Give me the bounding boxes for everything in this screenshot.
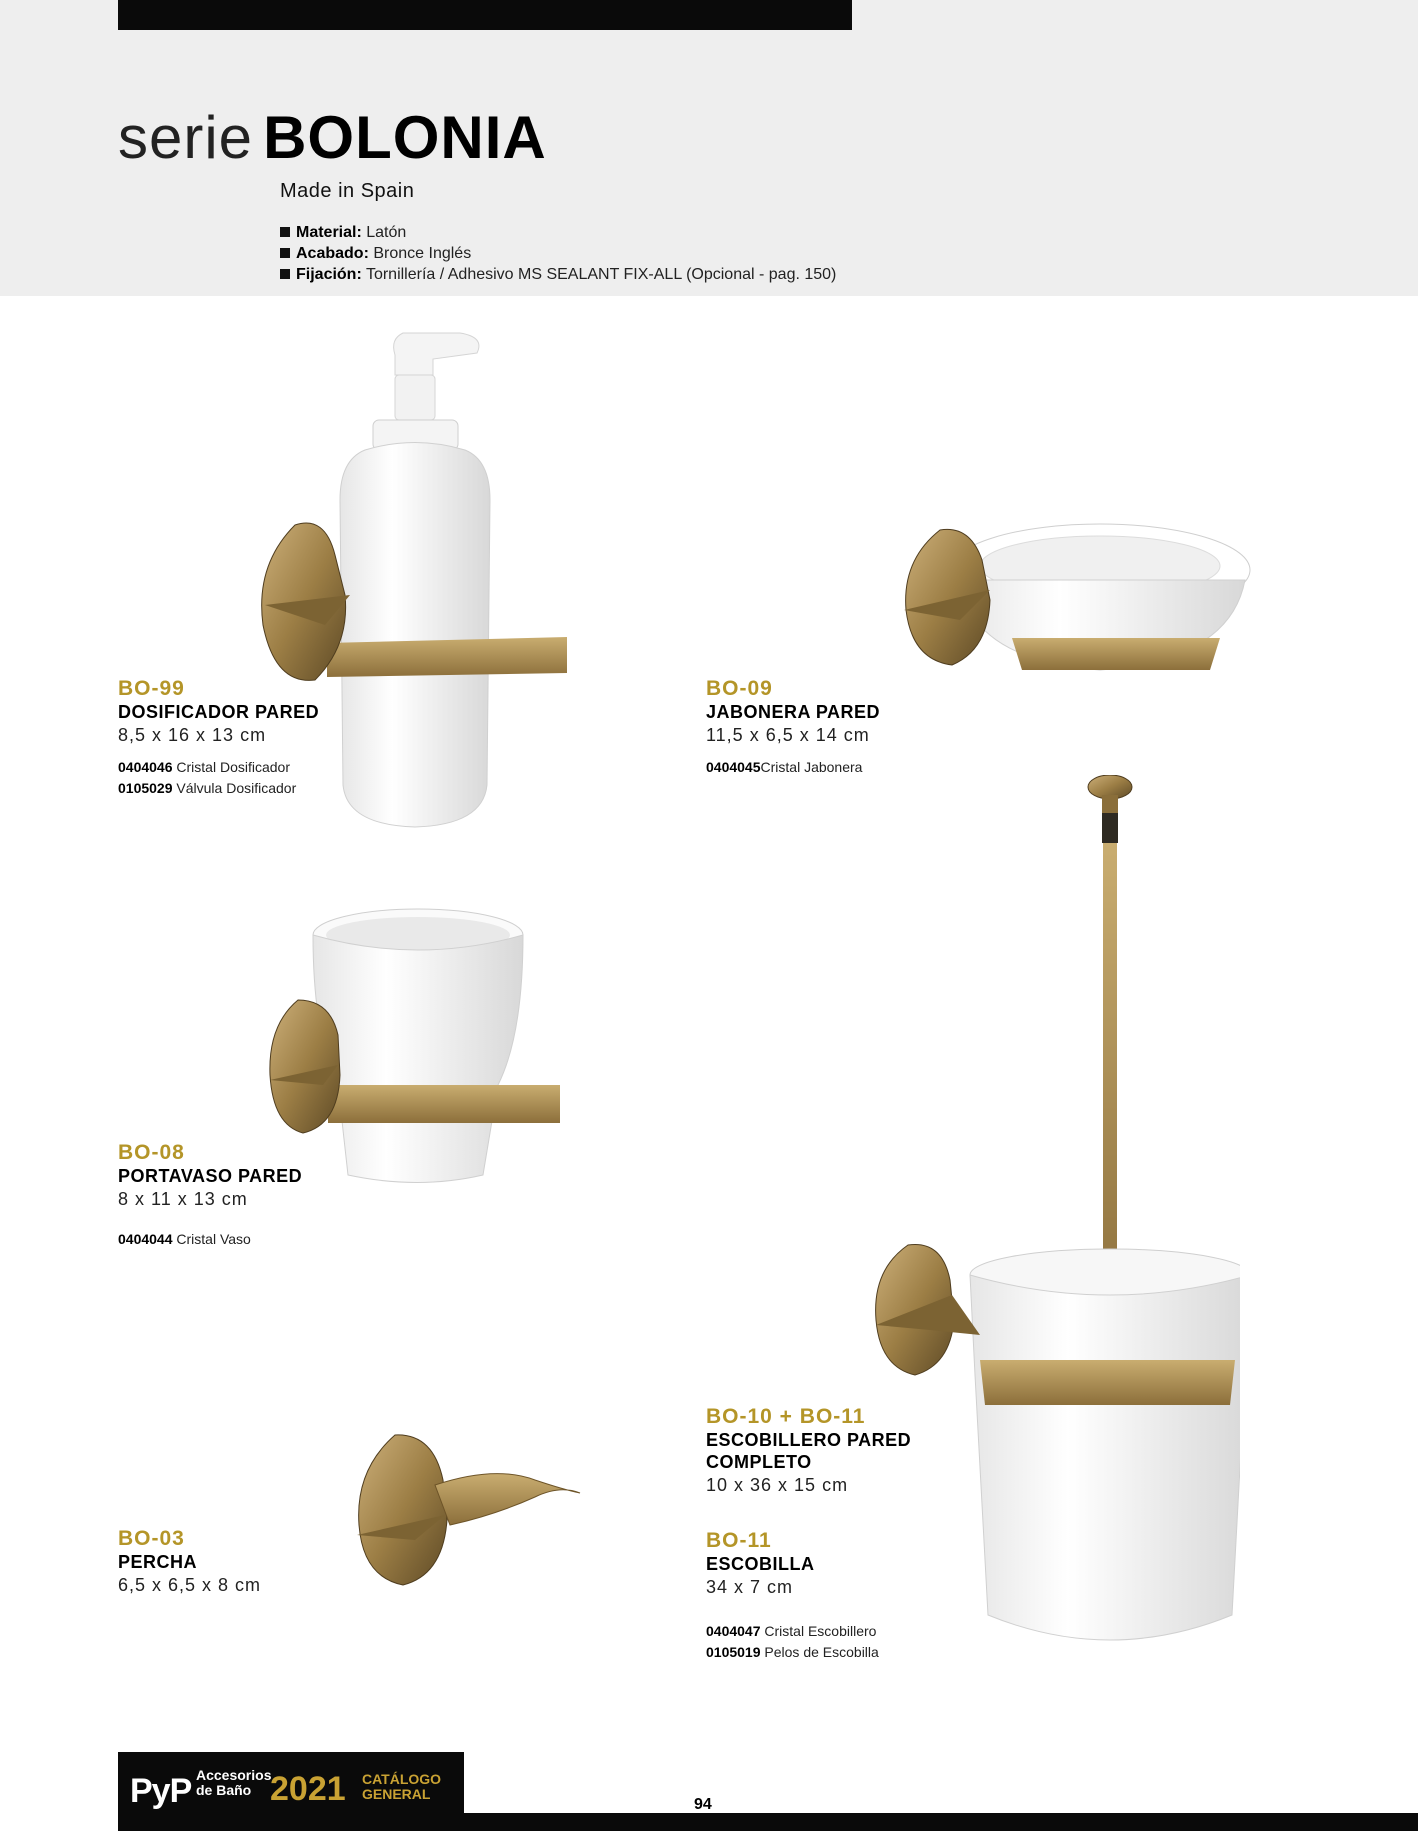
page-number: 94 [694,1796,712,1813]
spare-parts [706,1621,879,1663]
spare-part: 0404045Cristal Jabonera [706,759,863,775]
serie-word: serie [118,104,254,171]
page-title [118,104,547,171]
product-dims: 11,5 x 6,5 x 14 cm [706,725,870,745]
product-bo99 [118,677,319,799]
spec-fixing: Fijación: Tornillería / Adhesivo MS SEALANT FIX-ALL (Opcional - pag. 150) [280,264,836,285]
product-code: BO-99 [118,677,185,700]
spare-part: 0105029 Válvula Dosificador [118,780,297,796]
spare-part: 0404047 Cristal Escobillero [706,1623,877,1639]
product-code: BO-03 [118,1527,185,1550]
product-bo09 [706,677,880,778]
logo-year: 2021 [270,1770,346,1808]
catalog-logo [118,1752,464,1831]
product-name: DOSIFICADOR PARED [118,702,320,722]
product-bo03 [118,1527,261,1597]
product-dims: 34 x 7 cm [706,1577,794,1597]
spare-parts [118,1229,302,1250]
logo-subtitle: Accesorios de Baño [196,1767,272,1798]
product-bo11 [706,1529,879,1663]
spec-list [280,222,836,285]
robe-hook-image [355,1425,585,1590]
product-dims: 10 x 36 x 15 cm [706,1475,849,1495]
logo-catalog-label: CATÁLOGO GENERAL [362,1771,442,1802]
made-in-label: Made in Spain [280,180,415,202]
spare-part: 0105019 Pelos de Escobilla [706,1644,879,1660]
product-name: JABONERA PARED [706,702,881,722]
product-dims: 8 x 11 x 13 cm [118,1189,248,1209]
product-dims: 8,5 x 16 x 13 cm [118,725,267,745]
soap-dish-image [900,520,1260,715]
logo-brand: PyP [130,1772,192,1810]
product-name: ESCOBILLA [706,1554,815,1574]
product-bo08 [118,1141,302,1250]
product-code: BO-11 [706,1529,772,1552]
tumbler-holder-image [268,905,568,1190]
spec-finish: Acabado: Bronce Inglés [280,243,836,264]
product-name-line1: ESCOBILLERO PARED [706,1430,912,1450]
product-bo10-bo11 [706,1405,911,1497]
product-code: BO-08 [118,1141,185,1164]
spare-part: 0404044 Cristal Vaso [118,1231,251,1247]
series-name: BOLONIA [263,104,547,171]
spare-parts [706,757,880,778]
spec-material: Material: Latón [280,222,836,243]
spare-parts [118,757,319,799]
product-name: PORTAVASO PARED [118,1166,303,1186]
toilet-brush-holder-image [870,775,1240,1670]
top-bar [118,0,852,30]
product-code: BO-10 + BO-11 [706,1405,866,1428]
product-dims: 6,5 x 6,5 x 8 cm [118,1575,262,1595]
product-name-line2: COMPLETO [706,1452,812,1472]
product-name: PERCHA [118,1552,198,1572]
spare-part: 0404046 Cristal Dosificador [118,759,290,775]
product-code: BO-09 [706,677,773,700]
